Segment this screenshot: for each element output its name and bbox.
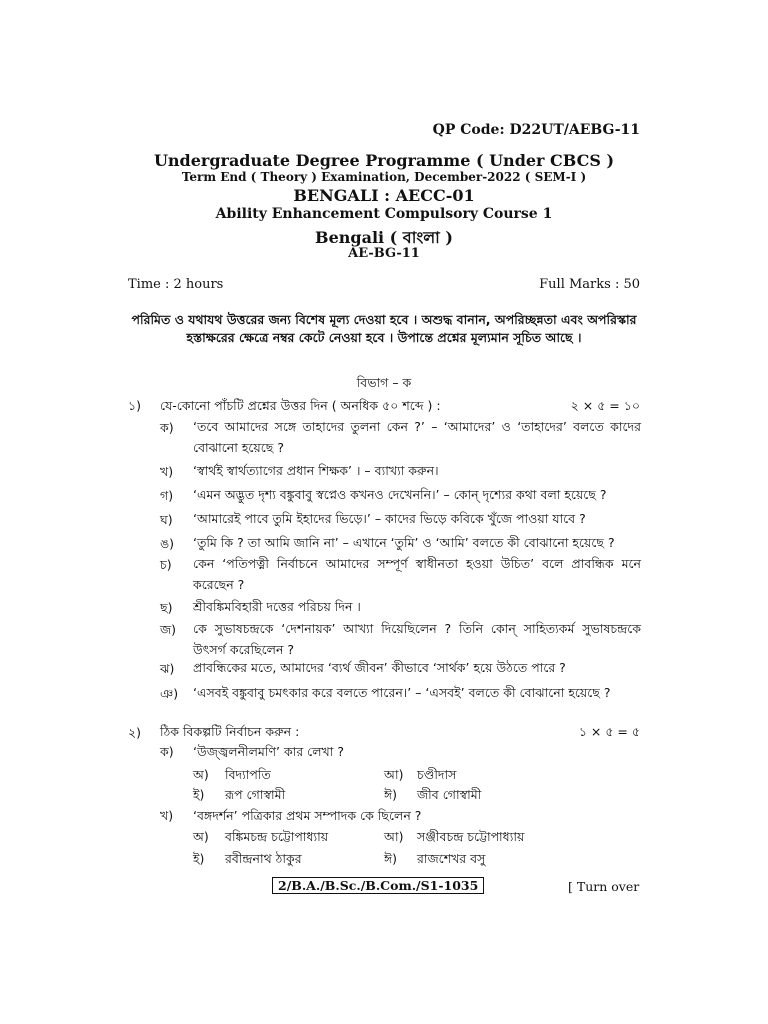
q1-item-text: ‘এসবই বঙ্কুবাবু চমৎকার করে বলতে পারেন।’ – ‘এসবই’ বলতে কী বোঝানো হয়েছে ?	[193, 685, 611, 700]
option-label: ঈ)	[384, 787, 398, 802]
q2-item-text: ‘বঙ্গদর্শন’ পত্রিকার প্রথম সম্পাদক কে ছিলেন ?	[193, 808, 422, 823]
option-text: রূপ গোস্বামী	[225, 787, 286, 802]
q1-item-text: ‘স্বার্থই স্বার্থত্যাগের প্রধান শিক্ষক’ । – ব্যাখ্যা করুন।	[193, 463, 439, 478]
q1-item-text: কে সুভাষচন্দ্রকে ‘দেশনায়ক’ আখ্যা দিয়েছিলেন ? তিনি কোন্ সাহিত্যকর্ম সুভাষচন্দ্রকে উৎসর্গ করেছিলেন ?	[193, 621, 641, 657]
option-text: রাজশেখর বসু	[417, 851, 486, 866]
option-text: রবীন্দ্রনাথ ঠাকুর	[225, 851, 302, 866]
q1-item-text: শ্রীবঙ্কিমবিহারী দত্তের পরিচয় দিন ।	[193, 599, 361, 614]
q1-item-label: ঘ)	[160, 512, 173, 527]
q1-text: যে-কোনো পাঁচটি প্রশ্নের উত্তর দিন ( অনধিক ৫০ শব্দে ) :	[160, 398, 441, 413]
paper-code-box: 2/B.A./B.Sc./B.Com./S1-1035	[272, 877, 484, 894]
full-marks: Full Marks : 50	[539, 277, 640, 292]
option-text: সঞ্জীবচন্দ্র চট্টোপাধ্যায়	[417, 829, 525, 844]
section-title: বিভাগ – ক	[356, 375, 412, 390]
q1-item-label: চ)	[160, 557, 172, 572]
option-text: জীব গোস্বামী	[417, 787, 482, 802]
q1-item-text: ‘আমারেই পাবে তুমি ইহাদের ভিড়ে।’ – কাদের ভিড়ে কবিকে খুঁজে পাওয়া যাবে ?	[193, 511, 586, 526]
option-label: ই)	[193, 851, 205, 866]
q1-number: ১)	[128, 398, 141, 413]
q1-item-label: গ)	[160, 488, 174, 503]
q1-item-label: ঙ)	[160, 536, 175, 551]
exam-title: Term End ( Theory ) Examination, December-2022 ( SEM-I )	[181, 170, 587, 184]
option-label: আ)	[384, 767, 404, 782]
q1-item-label: ঝ)	[160, 661, 175, 676]
q1-item-label: খ)	[160, 464, 174, 479]
q1-item-text: ‘তুমি কি ? তা আমি জানি না’ – এখানে ‘তুমি’ ও ‘আমি’ বলতে কী বোঝানো হয়েছে ?	[193, 535, 615, 550]
q1-item-text: কেন ‘পতিপত্নী নির্বাচনে আমাদের সম্পূর্ণ স্বাধীনতা হওয়া উচিত’ বলে প্রাবন্ধিক মনে করেছেন ?	[193, 556, 641, 592]
programme-title: Undergraduate Degree Programme ( Under CBCS )	[153, 151, 615, 170]
option-label: অ)	[193, 829, 209, 844]
q2-number: ২)	[128, 725, 142, 740]
turn-over-label: [ Turn over	[568, 879, 640, 894]
option-label: ঈ)	[384, 851, 398, 866]
q2-item-label: ক)	[160, 744, 174, 759]
q2-item-label: খ)	[160, 808, 174, 823]
course-title: Ability Enhancement Compulsory Course 1	[215, 206, 553, 222]
instruction-line-2: হস্তাক্ষরের ক্ষেত্রে নম্বর কেটে নেওয়া হবে । উপান্তে প্রশ্নের মূল্যমান সূচিত আছে ।	[186, 330, 582, 345]
q2-marks: ১ × ৫ = ৫	[578, 724, 640, 739]
course-code: AE-BG-11	[348, 246, 420, 261]
q2-text: ঠিক বিকল্পটি নির্বাচন করুন :	[160, 724, 300, 739]
option-label: অ)	[193, 767, 209, 782]
subject-title: BENGALI : AECC-01	[293, 186, 475, 205]
option-label: আ)	[384, 829, 404, 844]
instruction-line-1: পরিমিত ও যথাযথ উত্তরের জন্য বিশেষ মূল্য দেওয়া হবে । অশুদ্ধ বানান, অপরিচ্ছন্নতা এবং অপরিস্কার	[131, 312, 637, 327]
option-text: বঙ্কিমচন্দ্র চট্টোপাধ্যায়	[225, 829, 329, 844]
time-allowed: Time : 2 hours	[128, 277, 224, 292]
q1-item-label: ক)	[160, 420, 174, 435]
q1-item-label: জ)	[160, 622, 177, 637]
q1-item-text: ‘তবে আমাদের সঙ্গে তাহাদের তুলনা কেন ?’ – ‘আমাদের’ ও ‘তাহাদের’ বলতে কাদের বোঝানো হয়েছে ?	[193, 419, 641, 455]
q1-item-label: ছ)	[160, 600, 173, 615]
course-local-title: Bengali ( বাংলা )	[315, 228, 453, 247]
q1-marks: ২ × ৫ = ১০	[570, 398, 640, 413]
q1-item-label: ঞ)	[160, 686, 179, 701]
option-label: ই)	[193, 787, 205, 802]
q1-item-text: প্রাবন্ধিকের মতে, আমাদের ‘ব্যর্থ জীবন’ কীভাবে ‘সার্থক’ হয়ে উঠতে পারে ?	[193, 660, 566, 675]
option-text: চণ্ডীদাস	[417, 767, 457, 782]
q2-item-text: ‘উজ্জ্বলনীলমণি’ কার লেখা ?	[193, 744, 344, 759]
q1-item-text: ‘এমন অদ্ভুত দৃশ্য বঙ্কুবাবু স্বপ্নেও কখনও দেখেননি।’ – কোন্ দৃশ্যের কথা বলা হয়েছে ?	[193, 487, 607, 502]
option-text: বিদ্যাপতি	[225, 767, 271, 782]
qp-code: QP Code: D22UT/AEBG-11	[432, 122, 640, 138]
